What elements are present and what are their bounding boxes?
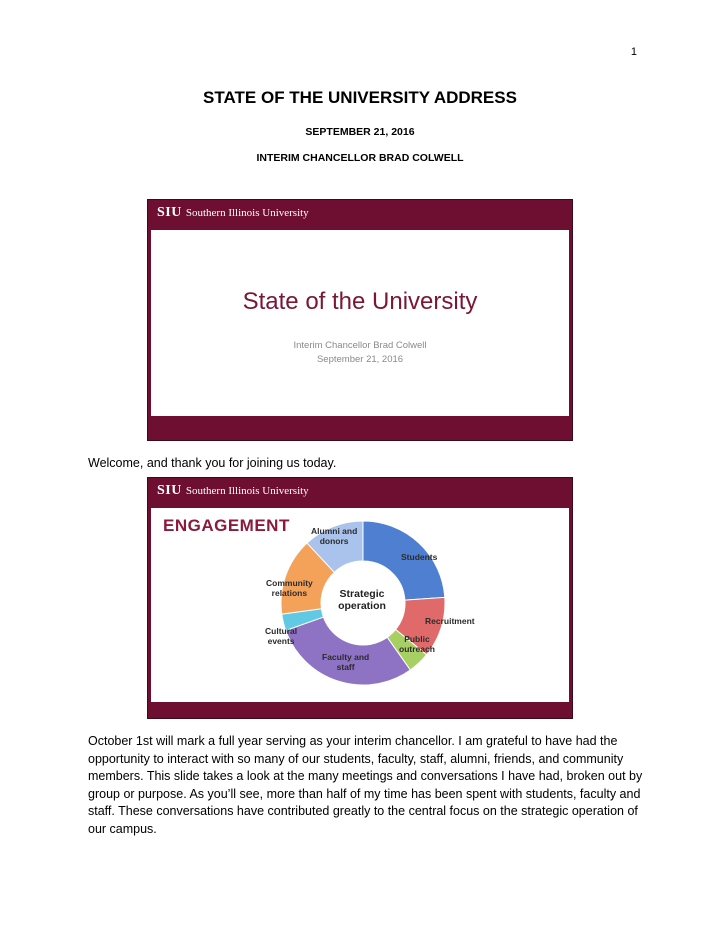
title-slide: [148, 200, 572, 440]
label-students: Students: [401, 552, 438, 562]
label-public-outreach-line2: outreach: [399, 644, 435, 654]
brand-name: Southern Illinois University: [185, 485, 309, 497]
slide-title: State of the University: [242, 288, 478, 315]
center-label-line2: operation: [338, 600, 386, 612]
label-recruitment: Recruitment: [425, 616, 475, 626]
label-public-outreach: [399, 634, 435, 654]
label-alumni-line2: donors: [319, 536, 349, 546]
label-cultural-events: [265, 626, 297, 646]
slide-subtitle-date: September 21, 2016: [316, 354, 404, 365]
page-number: 1: [630, 46, 637, 58]
address-date: SEPTEMBER 21, 2016: [305, 126, 415, 138]
brand-name: Southern Illinois University: [185, 207, 309, 219]
slide-header: [148, 200, 572, 228]
slide-body: [151, 230, 569, 416]
slide-subtitle-speaker: Interim Chancellor Brad Colwell: [293, 340, 427, 351]
label-cultural-line1: Cultural: [265, 626, 298, 636]
label-alumni-line1: Alumni and: [311, 526, 358, 536]
paragraph-welcome: Welcome, and thank you for joining us today.: [88, 456, 337, 470]
label-faculty-line1: Faculty and: [322, 652, 370, 662]
label-community-line1: Community: [266, 578, 313, 588]
center-label-line1: Strategic: [339, 588, 385, 600]
paragraph-engagement: October 1st will mark a full year serving as your interim chancellor. I am grateful to have had the opportunity to interact with so many of our students, faculty, staff, alumni, friends, and community members. This slide takes a look at the many meetings and conversations I have had, broken out by group or purpose. As you’ll see, more than half of my time has been spent with students, faculty and staff. These conversations have contributed greatly to the central focus on the strategic operation of our campus.: [88, 734, 643, 836]
label-faculty-line2: staff: [336, 662, 355, 672]
label-community-relations: [266, 578, 313, 598]
brand-mark: SIU: [157, 483, 182, 498]
siu-logo: [157, 205, 309, 221]
engagement-slide: [148, 478, 572, 718]
label-community-line2: relations: [271, 588, 308, 598]
donut-center-label: [317, 588, 407, 612]
label-cultural-line2: events: [267, 636, 295, 646]
label-faculty-and-staff: [322, 652, 369, 672]
label-alumni-and-donors: [311, 526, 357, 546]
brand-mark: SIU: [157, 205, 182, 220]
speaker-name: INTERIM CHANCELLOR BRAD COLWELL: [256, 152, 464, 164]
slide-header: [148, 478, 572, 506]
slide-body: [151, 508, 569, 702]
page-title: STATE OF THE UNIVERSITY ADDRESS: [203, 88, 517, 107]
siu-logo: [157, 483, 309, 499]
label-public-outreach-line1: Public: [404, 634, 430, 644]
engagement-heading: ENGAGEMENT: [163, 516, 290, 535]
